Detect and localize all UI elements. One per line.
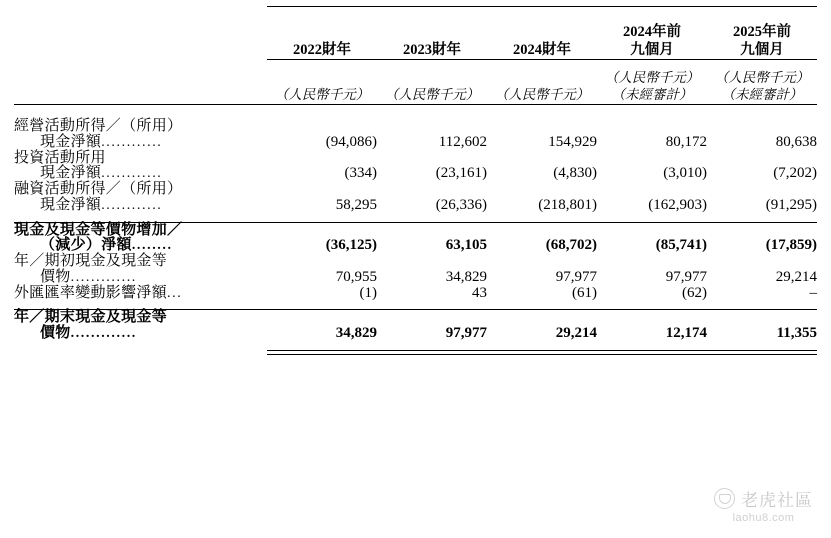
row-5-leader: ... — [167, 285, 183, 301]
table-row — [14, 182, 817, 198]
column-header-1-line-0: 2023財年 — [403, 41, 461, 58]
spacer — [14, 105, 817, 120]
row-3-leader: ........ — [131, 238, 173, 254]
column-unit-4-line-1: （未經審計） — [721, 87, 803, 103]
row-4-label-main: 年／期初現金及現金等 — [14, 253, 168, 269]
row-5-value-3: (62) — [682, 284, 707, 301]
row-2-value-2: (218,801) — [538, 196, 597, 213]
row-4-value-4: 29,214 — [775, 268, 817, 285]
column-header-3-line-0: 2024年前 — [623, 23, 681, 40]
row-3-label-main: 現金及現金等價物增加／ — [14, 221, 183, 238]
row-0-label-main: 經營活動所得／（所用） — [14, 118, 183, 134]
column-header-0-line-0: 2022財年 — [293, 41, 351, 58]
row-5-label-main — [14, 286, 267, 302]
row-6-value-2: 29,214 — [555, 325, 597, 341]
column-unit-1 — [377, 60, 487, 105]
row-3-label-sub — [14, 238, 267, 254]
row-4-value-3: 97,977 — [665, 268, 707, 285]
row-0-value-3: 80,172 — [665, 133, 707, 150]
row-6-value-1: 97,977 — [445, 325, 487, 341]
double-rule — [14, 350, 817, 354]
row-4-value-2: 97,977 — [555, 268, 597, 285]
table-header-row — [14, 7, 817, 60]
row-3-value-1: 63,105 — [445, 237, 487, 254]
row-1-leader: ............ — [101, 166, 163, 182]
table-row — [14, 151, 817, 167]
row-1-value-4: (7,202) — [773, 165, 817, 182]
table-row — [14, 238, 817, 254]
row-6-value-4: 11,355 — [776, 325, 817, 341]
watermark — [714, 486, 813, 524]
row-0-label-sub — [14, 135, 267, 151]
row-6-label-main: 年／期末現金及現金等 — [14, 309, 168, 326]
row-3-value-0: (36,125) — [325, 237, 377, 254]
column-unit-2-line-0: （人民幣千元） — [494, 87, 590, 103]
row-1-label-sub — [14, 166, 267, 182]
row-4-value-0: 70,955 — [335, 268, 377, 285]
spacer — [14, 342, 817, 351]
column-header-3-line-1: 九個月 — [630, 41, 674, 58]
table-unit-row — [14, 60, 817, 105]
row-0-value-2: 154,929 — [548, 133, 597, 150]
watermark-brand-text: 老虎社區 — [741, 491, 813, 510]
column-header-2-line-0: 2024財年 — [513, 41, 571, 58]
table-row — [14, 223, 817, 239]
row-0-leader: ............ — [101, 134, 163, 150]
table-row — [14, 135, 817, 151]
table-row — [14, 326, 817, 342]
column-header-3 — [597, 7, 707, 60]
cash-flow-table — [14, 6, 817, 355]
column-unit-3-line-1: （未經審計） — [611, 87, 693, 103]
column-unit-2 — [487, 60, 597, 105]
row-6-value-3: 12,174 — [665, 325, 707, 341]
row-6-leader: ............. — [70, 326, 137, 341]
row-0-value-0: (94,086) — [325, 133, 377, 150]
row-3-sub-text: （減少）淨額 — [40, 237, 132, 254]
row-2-value-4: (91,295) — [765, 196, 817, 213]
column-unit-1-line-0: （人民幣千元） — [384, 87, 480, 103]
row-5-value-4: – — [809, 284, 817, 301]
column-header-0 — [267, 7, 377, 60]
column-header-1 — [377, 7, 487, 60]
row-5-value-0: (1) — [359, 284, 377, 301]
column-unit-3 — [597, 60, 707, 105]
header-blank — [14, 7, 267, 60]
row-4-leader: ............. — [70, 269, 137, 285]
row-0-value-4: 80,638 — [775, 133, 817, 150]
row-2-label-main: 融資活動所得／（所用） — [14, 181, 183, 197]
row-4-label-sub — [14, 270, 267, 286]
row-2-value-1: (26,336) — [435, 196, 487, 213]
column-unit-0 — [267, 60, 377, 105]
row-2-label-sub — [14, 198, 267, 214]
table-row — [14, 286, 817, 302]
unit-blank — [14, 60, 267, 105]
row-4-value-1: 34,829 — [445, 268, 487, 285]
watermark-sub-text: laohu8.com — [732, 512, 795, 524]
row-2-leader: ............ — [101, 197, 163, 213]
column-unit-4-line-0: （人民幣千元） — [714, 69, 810, 85]
column-unit-3-line-0: （人民幣千元） — [604, 69, 700, 85]
row-2-value-3: (162,903) — [648, 196, 707, 213]
column-header-4-line-1: 九個月 — [740, 41, 784, 58]
row-5-main-text: 外匯匯率變動影響淨額 — [14, 284, 168, 301]
watermark-brand-row — [714, 486, 813, 511]
table-row — [14, 119, 817, 135]
row-6-sub-text: 價物 — [40, 325, 71, 341]
row-1-value-2: (4,830) — [553, 165, 597, 182]
row-3-value-3: (85,741) — [655, 237, 707, 254]
tiger-logo-icon — [714, 488, 735, 509]
column-header-4 — [707, 7, 817, 60]
row-5-value-1: 43 — [472, 284, 487, 301]
table-row — [14, 310, 817, 326]
spacer — [14, 214, 817, 223]
row-3-value-2: (68,702) — [545, 237, 597, 254]
column-unit-4 — [707, 60, 817, 105]
table-row — [14, 198, 817, 214]
row-1-value-1: (23,161) — [435, 165, 487, 182]
row-0-value-1: 112,602 — [438, 133, 487, 150]
table-row — [14, 166, 817, 182]
table-row — [14, 270, 817, 286]
table-row — [14, 254, 817, 270]
row-6-label-sub — [14, 326, 267, 342]
row-1-sub-text: 現金淨額 — [40, 165, 102, 182]
row-2-value-0: 58,295 — [335, 196, 377, 213]
column-header-4-line-0: 2025年前 — [733, 23, 791, 40]
row-2-sub-text: 現金淨額 — [40, 196, 102, 213]
column-header-2 — [487, 7, 597, 60]
row-6-value-0: 34,829 — [335, 325, 377, 341]
row-5-value-2: (61) — [572, 284, 597, 301]
column-unit-0-line-0: （人民幣千元） — [274, 87, 370, 103]
row-0-sub-text: 現金淨額 — [40, 133, 102, 150]
row-1-value-3: (3,010) — [663, 165, 707, 182]
row-1-value-0: (334) — [344, 165, 377, 182]
row-3-value-4: (17,859) — [765, 237, 817, 254]
row-4-sub-text: 價物 — [40, 268, 71, 285]
row-1-label-main: 投資活動所用 — [14, 149, 106, 166]
